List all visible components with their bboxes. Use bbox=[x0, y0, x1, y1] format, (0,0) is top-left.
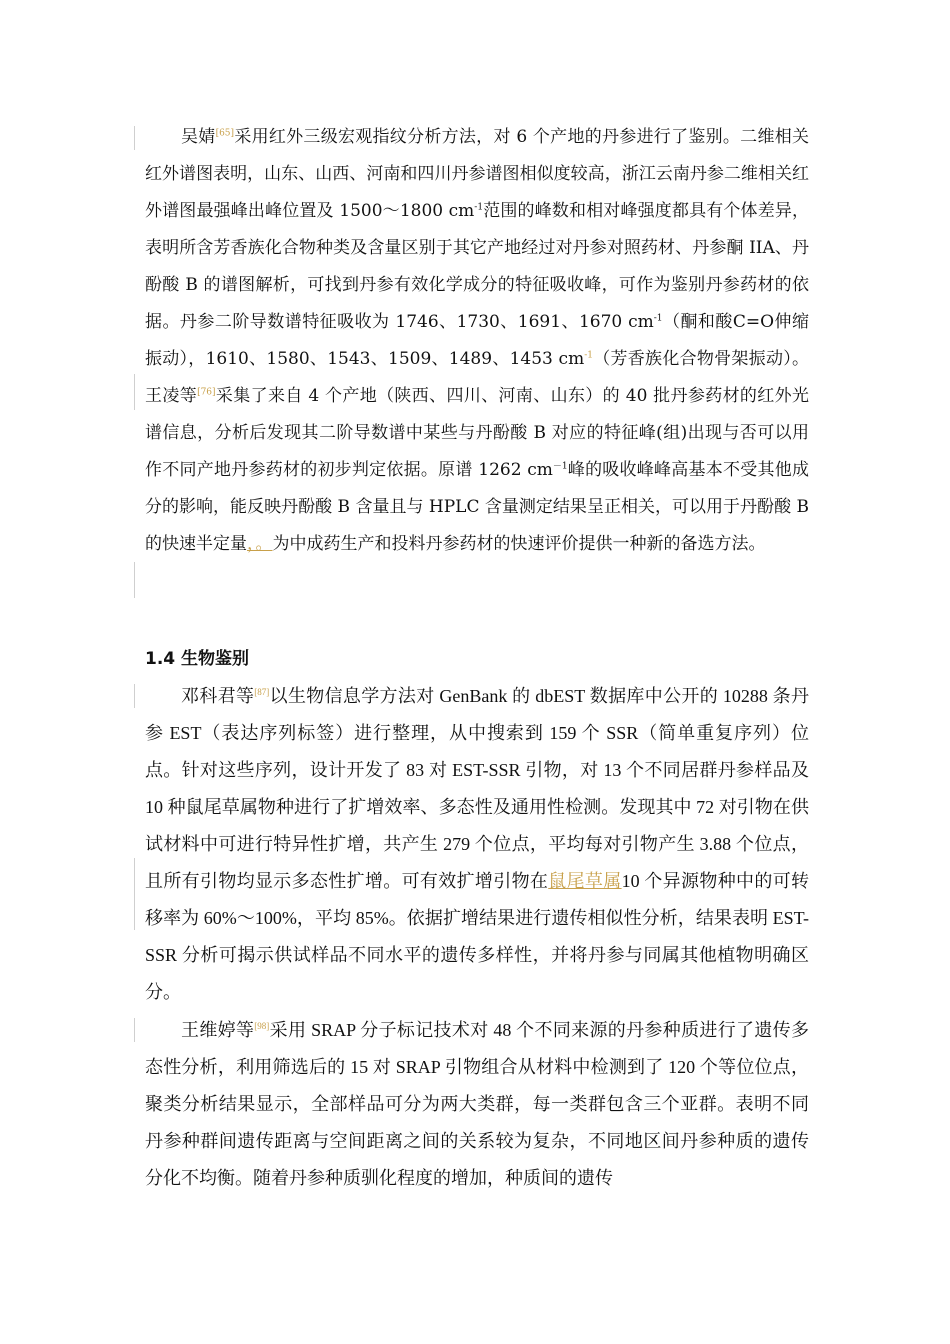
text: 范围的峰数和相对峰强度都具有个体差异，表明所含芳香族化合物种类及含量区别于其它产地经过对丹参对照药材、丹参酮 IIA、丹酚酸 B 的谱图解析，可找到丹参有效化学成分的特征吸收峰，可作为鉴别丹参药材的依据。丹参二阶导数谱特征吸收为 1746、1730、1691、1670 cm bbox=[145, 201, 810, 332]
paragraph-bio-2 bbox=[145, 1012, 809, 1197]
text: 采用红外三级宏观指纹分析方法，对 6 个产地的丹参进行了鉴别。二维相关红外谱图表明，山东、山西、河南和四川丹参谱图相似度较高，浙江云南丹参二维相关红外谱图最强峰出峰位置及 1500～1800 cm bbox=[145, 127, 810, 221]
exponent: －1 bbox=[552, 461, 568, 472]
text: 邓科君等 bbox=[181, 686, 255, 706]
citation[interactable]: [76] bbox=[197, 387, 216, 398]
citation[interactable]: [65] bbox=[215, 128, 235, 139]
text: 10 个异源物种中的可转移率为 60%～100%，平均 85%。依据扩增结果进行遗传相似性分析，结果表明 EST-SSR 分析可揭示供试样品不同水平的遗传多样性，并将丹参与同属其他植物明确区分。 bbox=[145, 871, 810, 1002]
change-bar bbox=[134, 374, 135, 410]
text: 以生物信息学方法对 GenBank 的 dbEST 数据库中公开的 10288 条丹参 EST（表达序列标签）进行整理，从中搜索到 159 个 SSR（简单重复序列）位点。针对这些序列，设计开发了 83 对 EST-SSR 引物，对 13 个不同居群丹参样品及 10 种鼠尾草属物种进行了扩增效率、多态性及通用性检测。发现其中 72 对引物在供试材料中可进行特异性扩增，共产生 279 个位点，平均每对引物产生 3.88 个位点，且所有引物均显示多态性扩增。可有效扩增引物在 bbox=[145, 686, 809, 891]
text: 吴婧 bbox=[181, 127, 216, 147]
citation[interactable]: [98] bbox=[254, 1021, 270, 1031]
change-bar bbox=[134, 684, 135, 708]
change-bar bbox=[134, 562, 135, 598]
text: 采用 SRAP 分子标记技术对 48 个不同来源的丹参种质进行了遗传多态性分析，利用筛选后的 15 对 SRAP 引物组合从材料中检测到了 120 个等位位点，聚类分析结果显示，全部样品可分为两大类群，每一类群包含三个亚群。表明不同丹参种群间遗传距离与空间距离之间的关系较为复杂，不同地区间丹参种质的遗传分化不均衡。随着丹参种质驯化程度的增加，种质间的遗传 bbox=[145, 1020, 810, 1188]
tracked-change[interactable]: ，。 bbox=[247, 534, 273, 554]
paragraph-bio-1 bbox=[145, 678, 809, 1011]
paragraph-infrared bbox=[145, 119, 809, 563]
text: （芳香族化合物骨架振动）。王凌等 bbox=[145, 349, 809, 406]
section-heading: 1.4 生物鉴别 bbox=[145, 649, 250, 669]
text: 峰的吸收峰峰高基本不受其他成分的影响，能反映丹酚酸 B 含量且与 HPLC 含量测定结果呈正相关，可以用于丹酚酸 B 的快速半定量 bbox=[145, 460, 809, 554]
text: 采集了来自 4 个产地（陕西、四川、河南、山东）的 40 批丹参药材的红外光谱信息，分析后发现其二阶导数谱中某些与丹酚酸 B 对应的特征峰(组)出现与否可以用作不同产地丹参药材的初步判定依据。原谱 1262 cm bbox=[145, 386, 809, 480]
change-bar bbox=[134, 1018, 135, 1042]
text: 为中成药生产和投料丹参药材的快速评价提供一种新的备选方法。 bbox=[272, 534, 766, 554]
exponent: -1 bbox=[474, 202, 484, 213]
change-bar bbox=[134, 126, 135, 150]
change-bar bbox=[134, 858, 135, 930]
citation[interactable]: [87] bbox=[254, 687, 270, 697]
exponent: -1 bbox=[653, 313, 663, 324]
exponent: -1 bbox=[584, 350, 593, 361]
tracked-change[interactable]: 鼠尾草属 bbox=[548, 871, 622, 891]
text: 王维婷等 bbox=[181, 1020, 255, 1040]
text: （酮和酸C=O伸缩振动），1610、1580、1543、1509、1489、1453 cm bbox=[145, 312, 809, 369]
